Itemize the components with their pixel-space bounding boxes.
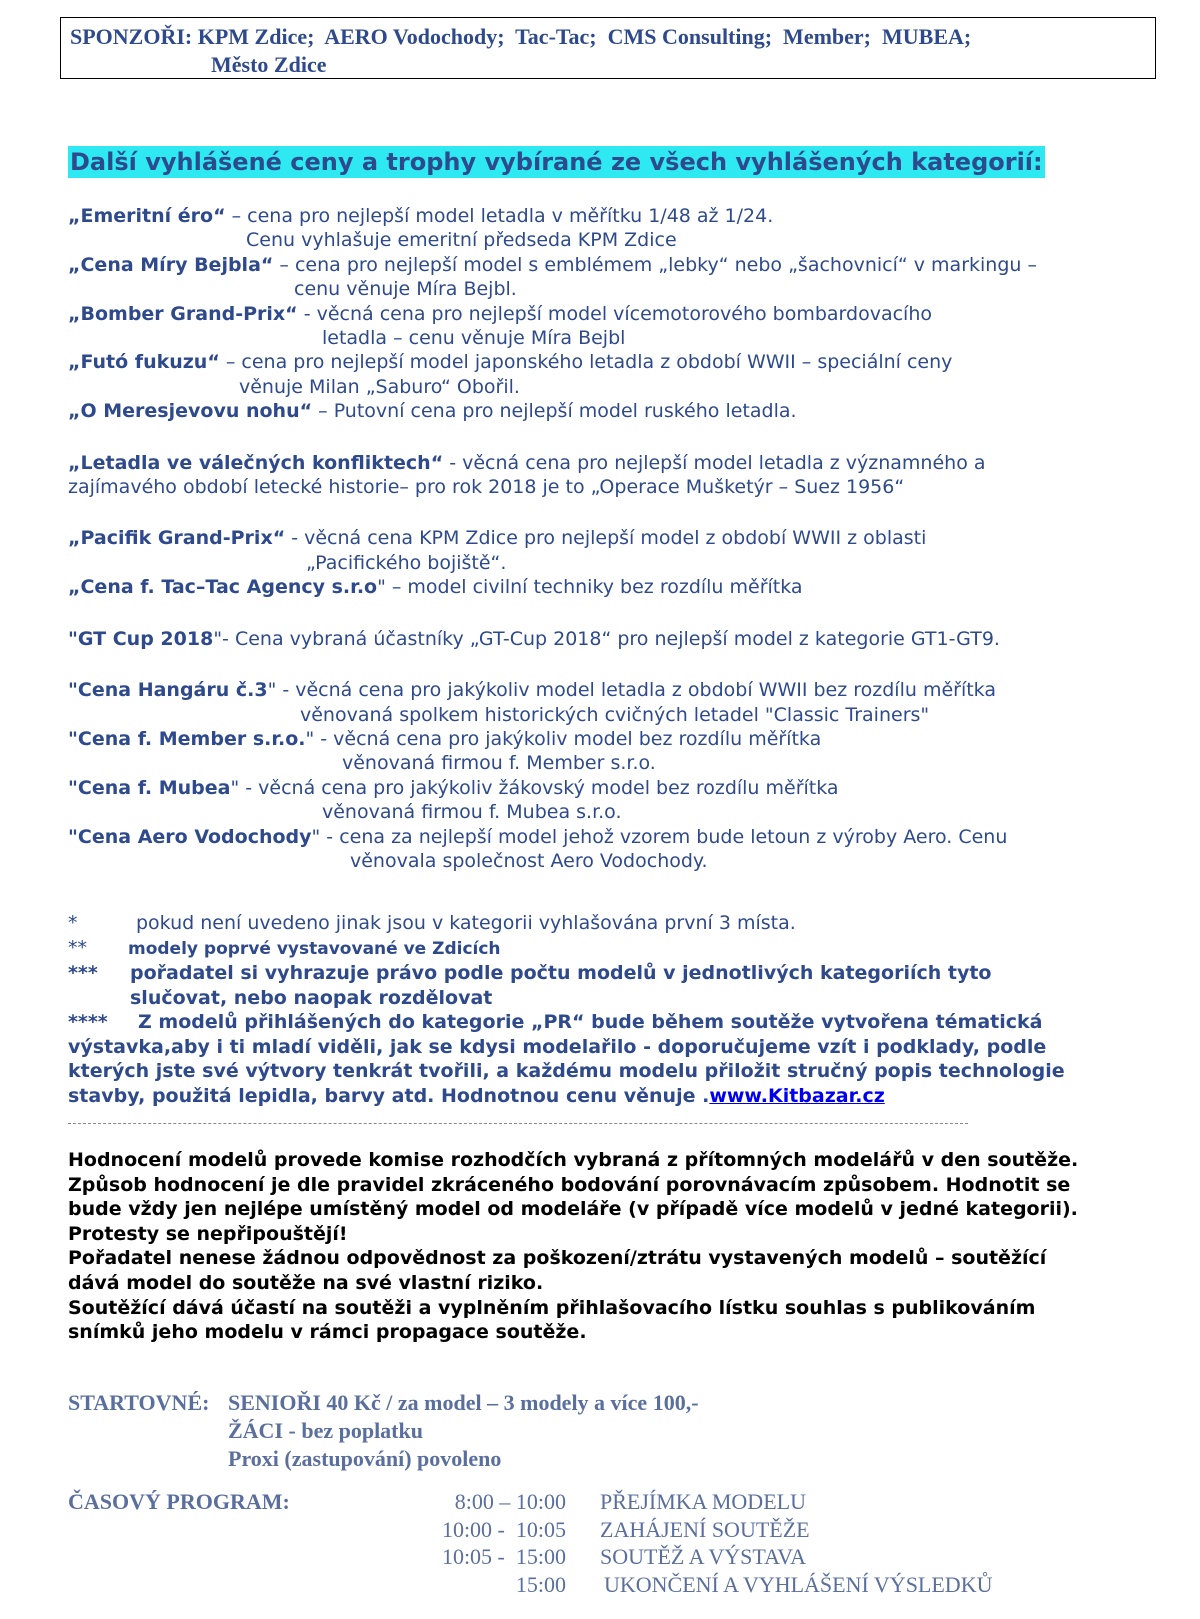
award-description-cont: letadla – cenu věnuje Míra Bejbl — [322, 327, 626, 350]
award-item — [68, 399, 1168, 423]
award-name: "Cena f. Mubea — [68, 776, 231, 799]
award-description: "- Cena vybraná účastníky „GT-Cup 2018“ pro nejlepší model z kategorie GT1-GT9. — [213, 627, 1000, 650]
award-description-cont: zajímavého období letecké historie– pro rok 2018 je to „Operace Mušketýr – Suez 1956“ — [68, 476, 905, 499]
note-2-text: modely poprvé vystavované ve Zdicích — [128, 938, 501, 959]
fee-seniors: SENIOŘI 40 Kč / za model – 3 modely a více 100,- — [228, 1390, 699, 1415]
note-1-mark: * — [68, 912, 78, 934]
rule-line: Pořadatel nenese žádnou odpovědnost za poškození/ztrátu vystavených modelů – soutěžící — [68, 1247, 1047, 1270]
award-description-cont: věnuje Milan „Saburo“ Obořil. — [239, 375, 520, 398]
awards-list — [68, 204, 1168, 873]
award-description-cont: cenu věnuje Míra Bejbl. — [294, 278, 517, 301]
award-item — [68, 253, 1168, 277]
award-name: „Cena f. Tac–Tac Agency s.r.o — [68, 576, 378, 599]
note-4-line-2: výstavka,aby i ti mladí viděli, jak se kdysi modelařilo - doporučujeme vzít i podklady, podle — [68, 1035, 1047, 1058]
award-name: „Cena Míry Bejbla“ — [68, 253, 274, 276]
program-activity: SOUTĚŽ A VÝSTAVA — [600, 1544, 807, 1569]
note-3-text: pořadatel si vyhrazuje právo podle počtu modelů v jednotlivých kategoriích tyto — [130, 962, 992, 984]
sponsors-line-2: Město Zdice — [211, 52, 327, 77]
note-4-text-4: stavby, použitá lepidla, barvy atd. Hodnotnou cenu věnuje . — [68, 1084, 710, 1107]
fee-row-1 — [68, 1389, 699, 1417]
program-activity: PŘEJÍMKA MODELU — [600, 1489, 806, 1514]
note-2 — [68, 936, 1188, 962]
note-4-mark: **** — [68, 1011, 108, 1033]
award-description: " - věcná cena pro jakýkoliv žákovský model bez rozdílu měřítka — [230, 776, 839, 799]
award-name: „Letadla ve válečných konfliktech“ — [68, 451, 444, 474]
award-item — [68, 825, 1168, 849]
award-description: - věcná cena KPM Zdice pro nejlepší model z období WWII z oblasti — [285, 527, 927, 550]
award-name: „Emeritní éro“ — [68, 205, 226, 227]
award-name: „Pacifik Grand-Prix“ — [68, 527, 286, 550]
award-item — [68, 727, 1168, 751]
rule-line: bude vždy jen nejlépe umístěný model od modeláře (v případě více modelů v jedné kategorii). — [68, 1198, 1078, 1221]
award-description: " - věcná cena pro jakýkoliv model bez rozdílu měřítka — [305, 727, 822, 750]
award-item — [68, 575, 1168, 599]
note-4 — [68, 1010, 1188, 1035]
sponsors-box — [60, 17, 1156, 79]
note-3-cont — [68, 986, 1188, 1011]
award-description-cont: věnovaná firmou f. Member s.r.o. — [342, 752, 656, 775]
sponsors-line-1: SPONZOŘI: KPM Zdice; AERO Vodochody; Tac-Tac; CMS Consulting; Member; MUBEA; — [70, 24, 972, 49]
award-description-cont: věnovala společnost Aero Vodochody. — [350, 849, 708, 872]
dashed-divider — [68, 1123, 968, 1124]
fee-section — [68, 1389, 699, 1473]
award-name: "GT Cup 2018 — [68, 627, 214, 650]
rules-section — [68, 1148, 1188, 1345]
fee-row-2 — [68, 1417, 699, 1445]
award-item — [68, 526, 1168, 550]
award-description: " - cena za nejlepší model jehož vzorem bude letoun z výroby Aero. Cenu — [311, 825, 1008, 848]
award-item — [68, 451, 1168, 475]
award-name: "Cena f. Member s.r.o. — [68, 727, 306, 750]
note-3-text-2: slučovat, nebo naopak rozdělovat — [130, 986, 493, 1009]
award-description: " - věcná cena pro jakýkoliv model letadla z období WWII bez rozdílu měřítka — [267, 679, 996, 702]
rule-line: Soutěžící dává účastí na soutěži a vyplněním přihlašovacího lístku souhlas s publikováním — [68, 1296, 1036, 1319]
program-time: 10:05 - 15:00 — [441, 1544, 566, 1569]
rule-line: Protesty se nepřipouštějí! — [68, 1222, 348, 1245]
note-3 — [68, 961, 1188, 986]
note-4-line-3: kterých jste své výtvory tenkrát tvořili, a každému modelu přiložit stručný popis technologie — [68, 1060, 1065, 1082]
award-description-cont: věnovaná firmou f. Mubea s.r.o. — [322, 801, 622, 824]
rule-line: Hodnocení modelů provede komise rozhodčích vybraná z přítomných modelářů v den soutěže. — [68, 1149, 1079, 1171]
fee-row-3 — [68, 1445, 699, 1473]
award-description: " – model civilní techniky bez rozdílu měřítka — [377, 576, 803, 599]
award-description: - věcná cena pro nejlepší model letadla z významného a — [443, 451, 986, 474]
note-1-text: pokud není uvedeno jinak jsou v kategorii vyhlašována první 3 místa. — [136, 912, 796, 934]
rule-line: Způsob hodnocení je dle pravidel zkráceného bodování porovnávacím způsobem. Hodnotit se — [68, 1173, 1071, 1196]
award-name: "Cena Aero Vodochody — [68, 825, 312, 848]
award-item — [68, 302, 1168, 326]
award-description: – Putovní cena pro nejlepší model ruského letadla. — [312, 400, 797, 423]
program-activity: UKONČENÍ A VYHLÁŠENÍ VÝSLEDKŮ — [604, 1571, 993, 1597]
award-name: „Bomber Grand-Prix“ — [68, 302, 298, 325]
award-description-cont: „Pacifického bojiště“. — [306, 551, 507, 574]
program-time: 8:00 – 10:00 — [454, 1489, 566, 1514]
award-item — [68, 678, 1168, 702]
program-title: ČASOVÝ PROGRAM: — [68, 1489, 290, 1514]
award-item — [68, 204, 1168, 228]
award-item — [68, 627, 1168, 651]
rule-line: dává model do soutěže na své vlastní riziko. — [68, 1271, 544, 1294]
rule-line: snímků jeho modelu v rámci propagace soutěže. — [68, 1321, 587, 1344]
awards-heading: Další vyhlášené ceny a trophy vybírané ze všech vyhlášených kategorií: — [70, 148, 1043, 176]
award-description-cont: věnovaná spolkem historických cvičných letadel "Classic Trainers" — [300, 703, 930, 726]
program-time: 15:00 — [515, 1571, 566, 1597]
award-name: „O Meresjevovu nohu“ — [68, 400, 313, 423]
note-3-mark: *** — [68, 962, 98, 984]
note-4-text: Z modelů přihlášených do kategorie „PR“ bude během soutěže vytvořena tématická — [138, 1011, 1043, 1033]
notes-section — [68, 911, 1188, 1108]
kitbazar-link[interactable]: www.Kitbazar.cz — [709, 1084, 885, 1107]
award-description-cont: Cenu vyhlašuje emeritní předseda KPM Zdice — [246, 229, 677, 252]
award-item — [68, 350, 1168, 374]
award-name: „Futó fukuzu“ — [68, 351, 220, 374]
program-activity: ZAHÁJENÍ SOUTĚŽE — [600, 1516, 810, 1542]
award-item — [68, 776, 1168, 800]
fee-proxy: Proxi (zastupování) povoleno — [228, 1446, 502, 1471]
program-time: 10:00 - 10:05 — [441, 1516, 566, 1542]
note-4-line-4 — [68, 1084, 1188, 1109]
award-description: - věcná cena pro nejlepší model vícemotorového bombardovacího — [297, 302, 932, 325]
note-1 — [68, 911, 1188, 936]
fee-juniors: ŽÁCI - bez poplatku — [228, 1418, 423, 1443]
award-description: – cena pro nejlepší model letadla v měřítku 1/48 až 1/24. — [225, 205, 774, 227]
fee-label: STARTOVNÉ: — [68, 1390, 210, 1415]
award-name: "Cena Hangáru č.3 — [68, 679, 268, 702]
note-2-mark: ** — [68, 936, 87, 959]
award-description: – cena pro nejlepší model s emblémem „lebky“ nebo „šachovnicí“ v markingu – — [273, 253, 1037, 276]
award-description: – cena pro nejlepší model japonského letadla z období WWII – speciální ceny — [219, 351, 953, 374]
